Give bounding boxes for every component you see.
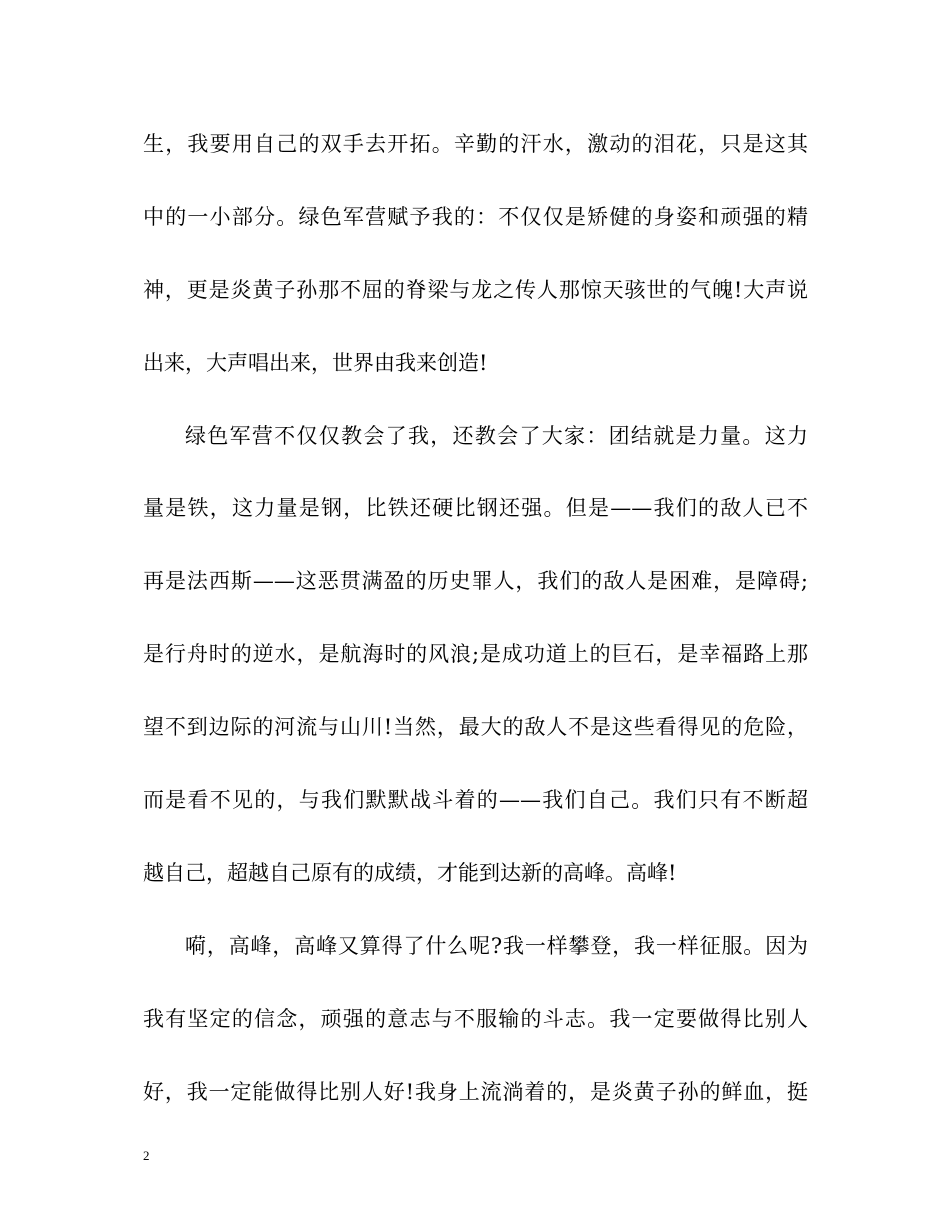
text-line: 我有坚定的信念，顽强的意志与不服输的斗志。我一定要做得比别人 [143, 1006, 808, 1031]
text-line: 中的一小部分。绿色军营赋予我的：不仅仅是矫健的身姿和顽强的精 [143, 204, 808, 229]
text-line: 好，我一定能做得比别人好!我身上流淌着的，是炎黄子孙的鲜血，挺 [143, 1079, 808, 1104]
text-line: 望不到边际的河流与山川!当然，最大的敌人不是这些看得见的危险， [143, 715, 808, 740]
text-line: 是行舟时的逆水，是航海时的风浪;是成功道上的巨石，是幸福路上那 [143, 642, 808, 667]
body-text [143, 120, 808, 1140]
text-line: 越自己，超越自己原有的成绩，才能到达新的高峰。高峰! [143, 860, 677, 885]
text-line: 神，更是炎黄子孙那不屈的脊梁与龙之传人那惊天骇世的气魄!大声说 [143, 277, 808, 302]
text-line-indented: 嗬，高峰，高峰又算得了什么呢?我一样攀登，我一样征服。因为 [185, 933, 808, 958]
text-line: 而是看不见的，与我们默默战斗着的——我们自己。我们只有不断超 [143, 788, 808, 813]
text-line: 量是铁，这力量是钢，比铁还硬比钢还强。但是——我们的敌人已不 [143, 496, 808, 521]
text-line: 再是法西斯——这恶贯满盈的历史罪人，我们的敌人是困难，是障碍; [143, 569, 808, 594]
text-line-indented: 绿色军营不仅仅教会了我，还教会了大家：团结就是力量。这力 [185, 423, 808, 448]
text-line: 出来，大声唱出来，世界由我来创造! [143, 350, 488, 375]
text-line: 生，我要用自己的双手去开拓。辛勤的汗水，激动的泪花，只是这其 [143, 132, 808, 156]
page-number: 2 [143, 1148, 150, 1163]
